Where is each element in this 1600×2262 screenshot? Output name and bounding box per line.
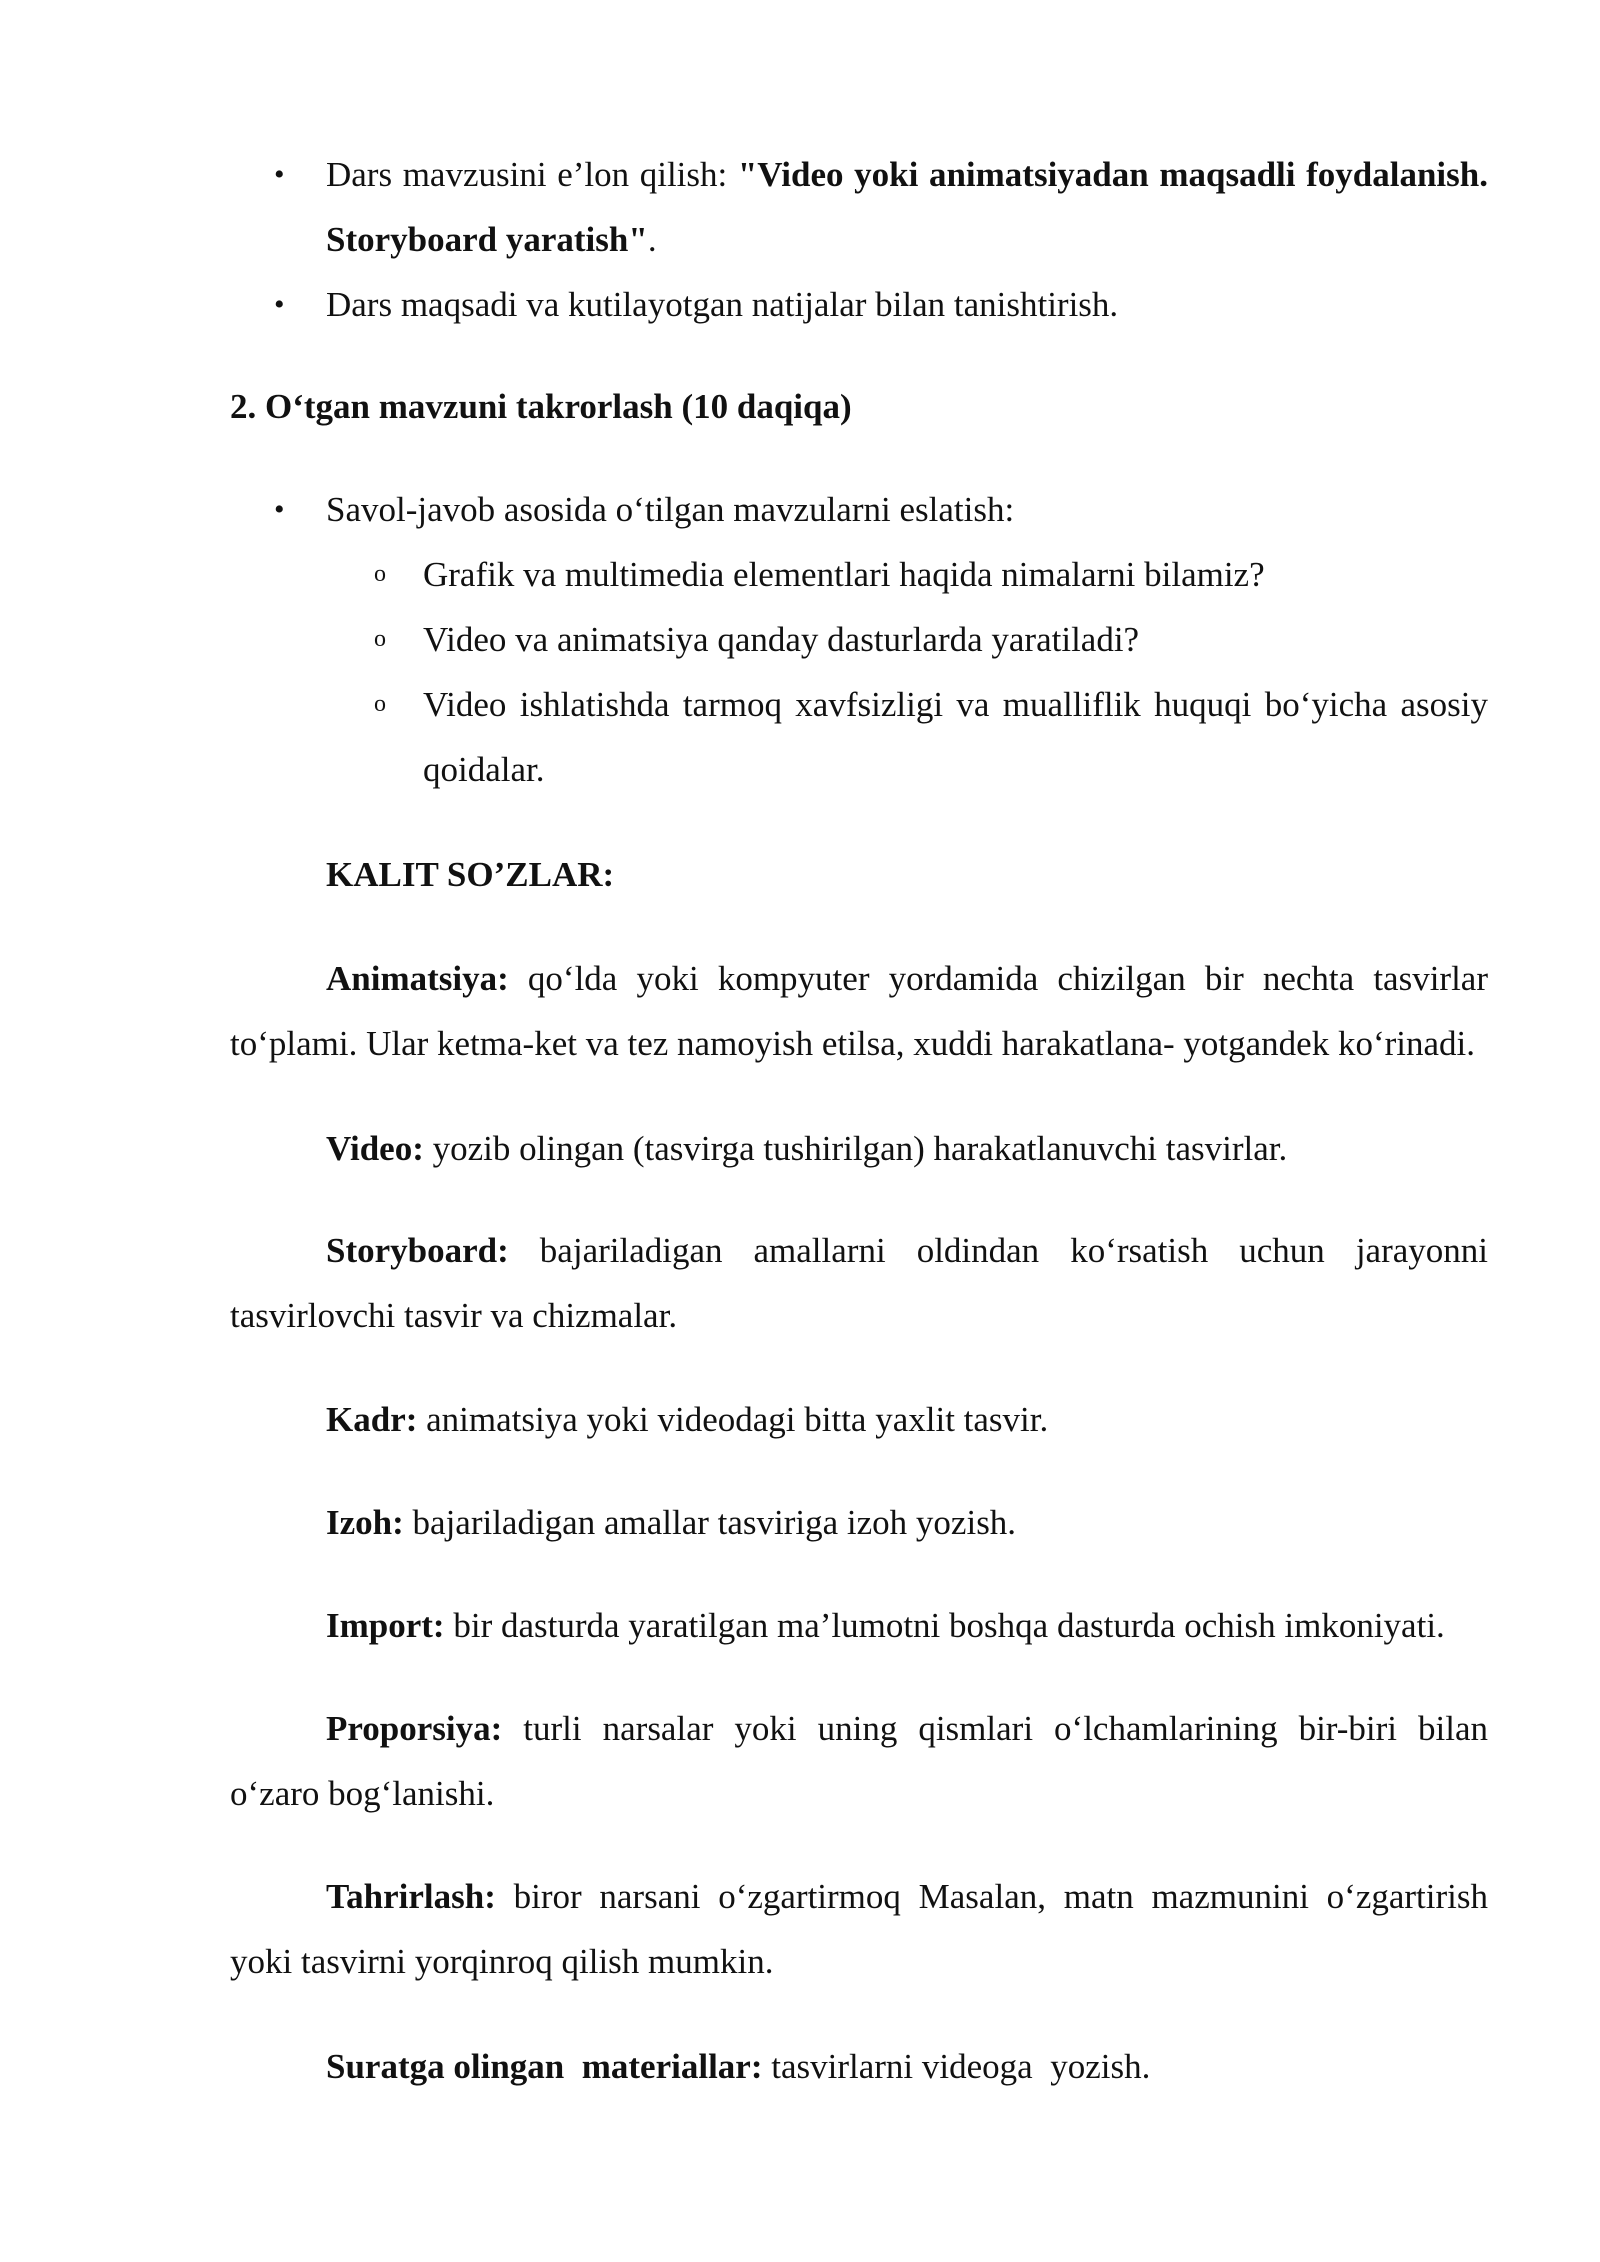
term-paragraph [230, 1116, 1488, 1181]
bullet-dot: • [274, 158, 285, 191]
term-paragraph [230, 2034, 1488, 2099]
term-label: Proporsiya: [326, 1709, 503, 1748]
term-paragraph [230, 1218, 1488, 1348]
review-sub-item: Grafik va multimedia elementlari haqida nimalarni bilamiz? [423, 555, 1265, 594]
term-paragraph [230, 1864, 1488, 1994]
term-label: Kadr: [326, 1400, 418, 1439]
term-paragraph [230, 1696, 1488, 1826]
term-paragraph [230, 1387, 1488, 1452]
sub-bullet: o [374, 691, 386, 717]
bullet-dot: • [274, 493, 285, 526]
term-definition: bir dasturda yaratilgan ma’lumotni boshqa dasturda ochish imkoniyati. [444, 1606, 1445, 1645]
term-label: Suratga olingan materiallar: [326, 2047, 763, 2086]
review-sub-item: Video ishlatishda tarmoq xavfsizligi va mualliflik huquqi bo‘yicha asosiy qoidalar. [423, 685, 1488, 789]
term-definition: biror narsani o‘zgartirmoq Masalan, matn mazmunini o‘zgartirish yoki tasvirni yorqinroq qilish mumkin. [230, 1877, 1488, 1981]
term-definition: bajariladigan amallar tasviriga izoh yozish. [403, 1503, 1017, 1542]
term-label: Animatsiya: [326, 959, 509, 998]
term-definition: bajariladigan amallarni oldindan ko‘rsatish uchun jarayonni tasvirlovchi tasvir va chizmalar. [230, 1231, 1488, 1335]
topic-title: "Video yoki animatsiyadan maqsadli foydalanish. Storyboard yaratish" [326, 155, 1488, 259]
term-definition: animatsiya yoki videodagi bitta yaxlit tasvir. [417, 1400, 1049, 1439]
term-definition: yozib olingan (tasvirga tushirilgan) harakatlanuvchi tasvirlar. [423, 1129, 1288, 1168]
term-definition: turli narsalar yoki uning qismlari o‘lchamlarining bir-biri bilan o‘zaro bog‘lanishi. [230, 1709, 1488, 1813]
intro-bullet-goal: Dars maqsadi va kutilayotgan natijalar bilan tanishtirish. [326, 285, 1119, 324]
keywords-heading: KALIT SO’ZLAR: [326, 855, 615, 894]
term-label: Izoh: [326, 1503, 404, 1542]
term-label: Tahrirlash: [326, 1877, 496, 1916]
term-paragraph [230, 1593, 1488, 1658]
topic-suffix: . [647, 220, 657, 259]
sub-bullet: o [374, 561, 386, 587]
topic-prefix: Dars mavzusini e’lon qilish: [326, 155, 738, 194]
term-paragraph [230, 946, 1488, 1076]
bullet-dot: • [274, 288, 285, 321]
term-definition: qo‘lda yoki kompyuter yordamida chizilgan bir nechta tasvirlar to‘plami. Ular ketma-ket va tez namoyish etilsa, xuddi harakatlana- yotgandek ko‘rinadi. [230, 959, 1488, 1063]
intro-bullet-topic [326, 142, 1488, 272]
sub-bullet: o [374, 626, 386, 652]
term-label: Import: [326, 1606, 445, 1645]
term-label: Storyboard: [326, 1231, 509, 1270]
term-label: Video: [326, 1129, 424, 1168]
section-heading: 2. O‘tgan mavzuni takrorlash (10 daqiqa) [230, 387, 852, 426]
review-sub-item: Video va animatsiya qanday dasturlarda yaratiladi? [423, 620, 1140, 659]
term-definition: tasvirlarni videoga yozish. [762, 2047, 1151, 2086]
term-paragraph [230, 1490, 1488, 1555]
review-bullet: Savol-javob asosida o‘tilgan mavzularni eslatish: [326, 490, 1015, 529]
